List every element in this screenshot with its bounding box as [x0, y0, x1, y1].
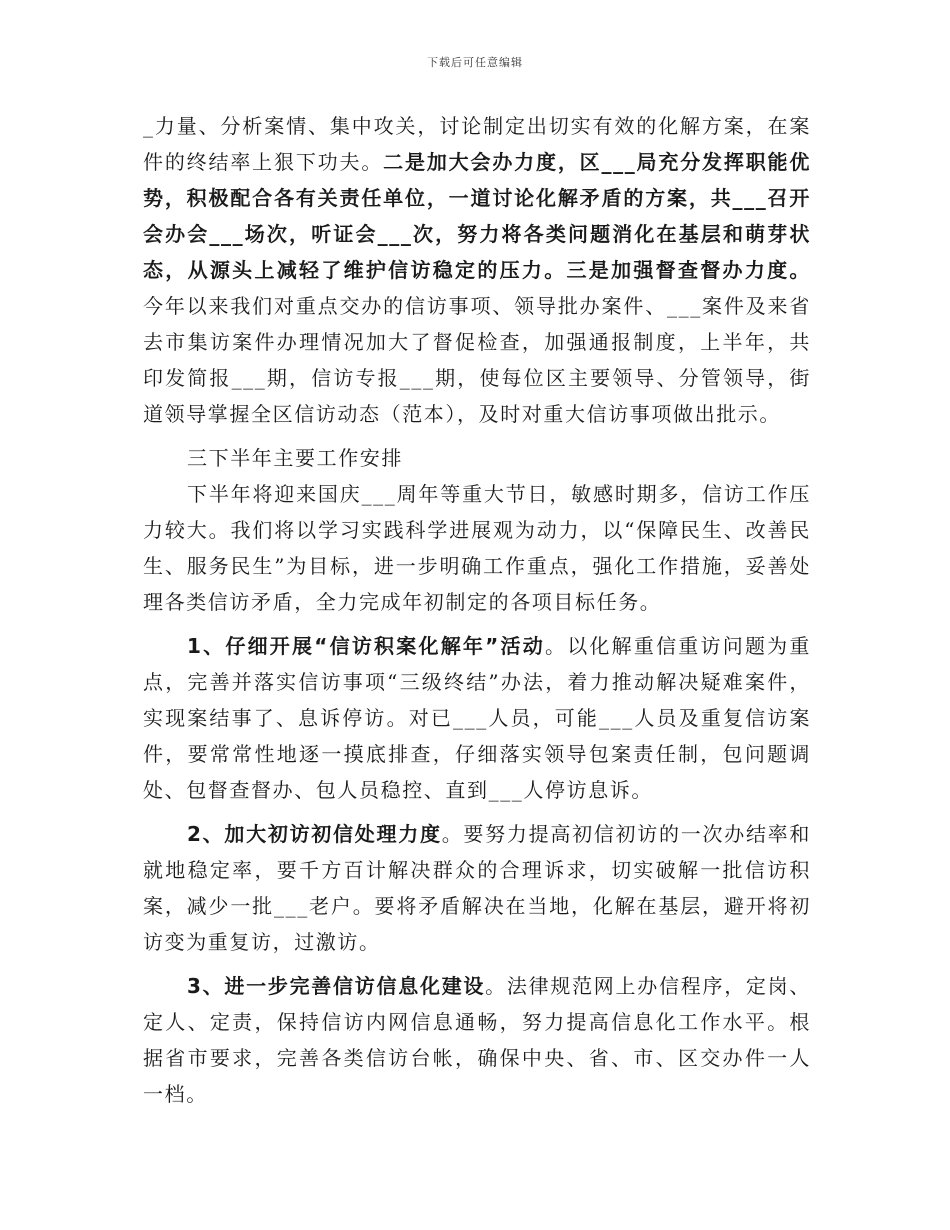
item-title: 1、仔细开展“信访积案化解年”活动: [187, 634, 545, 658]
item-title: 3、进一步完善信访信息化建设: [187, 974, 486, 998]
list-item-2: [143, 816, 811, 960]
page-header: 下载后可任意编辑: [427, 56, 523, 69]
list-item-1: [143, 628, 811, 808]
section-heading: 三下半年主要工作安排: [187, 446, 403, 470]
paragraph-intro: 下半年将迎来国庆___周年等重大节日，敏感时期多，信访工作压力较大。我们将以学习实践科学进展观为动力，以“保障民生、改善民生、服务民生”为目标，进一步明确工作重点，强化工作措施，妥善处理各类信访矛盾，全力完成年初制定的各项目标任务。: [143, 482, 811, 614]
item-title: 2、加大初访初信处理力度: [187, 822, 442, 846]
item-text: 。以化解重信重访问题为重点，完善并落实信访事项“三级终结”办法，着力推动解决疑难案件，实现案结事了、息诉停访。对已___人员，可能___人员及重复信访案件，要常常性地逐一摸底排查，仔细落实领导包案责任制，包问题调处、包督查督办、包人员稳控、直到___人停访息诉。: [143, 634, 812, 802]
item-text: 。法律规范网上办信程序，定岗、定人、定责，保持信访内网信息通畅，努力提高信息化工作水平。根据省市要求，完善各类信访台帐，确保中央、省、市、区交办件一人一档。: [143, 974, 811, 1106]
paragraph-continuation: [143, 108, 811, 432]
bold-text: 二是加大会办力度，区___局充分发挥职能优势，积极配合各有关责任单位，一道讨论化解矛盾的方案，共___召开会办会___场次，听证会___次，努力将各类问题消化在基层和萌芽状态，从源头上减轻了维护信访稳定的压力。三是加强督查督办力度。: [143, 150, 811, 282]
document-body: [143, 108, 811, 1112]
item-text: 。要努力提高初信初访的一次办结率和就地稳定率，要千方百计解决群众的合理诉求，切实破解一批信访积案，减少一批___老户。要将矛盾解决在当地，化解在基层，避开将初访变为重复访，过激访。: [143, 822, 812, 954]
paragraph-text: 今年以来我们对重点交办的信访事项、领导批办案件、___案件及来省去市集访案件办理情况加大了督促检查，加强通报制度，上半年，共印发简报___期，信访专报___期，使每位区主要领导、分管领导，街道领导掌握全区信访动态（范本），及时对重大信访事项做出批示。: [143, 294, 811, 426]
paragraph-text: _力量、分析案情、集中攻关，讨论制定出切实有效的化解方案，在案件的终结率上狠下功夫。: [143, 114, 811, 174]
list-item-3: [143, 968, 811, 1112]
